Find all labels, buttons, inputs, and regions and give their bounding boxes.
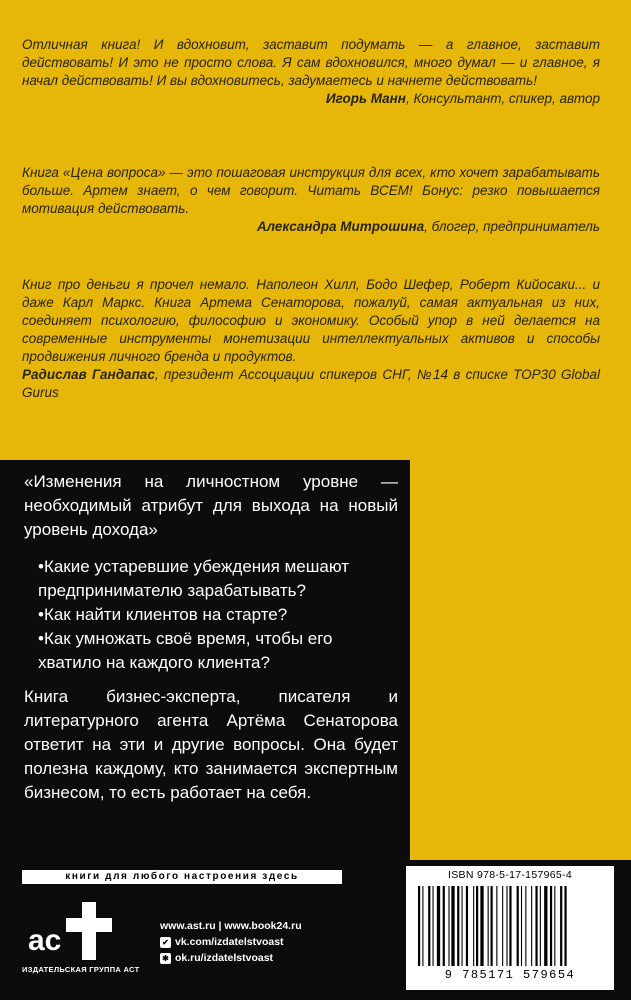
vk-link-text: vk.com/izdatelstvoast: [175, 936, 284, 948]
barcode: [416, 886, 606, 966]
review-3: [22, 276, 600, 402]
blurb-questions-list: [38, 555, 398, 675]
ok-link[interactable]: [160, 950, 302, 966]
vk-icon: ✔: [160, 937, 171, 948]
review-attribution: [22, 90, 600, 108]
publisher-slogan: книги для любого настроения здесь: [22, 870, 342, 884]
review-attribution: [22, 218, 600, 236]
blurb-body: Книга бизнес-эксперта, писателя и литературного агента Артёма Сенаторова ответит на эти и другие вопросы. Она будет полезна каждому, кто занимается экспертным бизнесом, то есть работает на себя.: [24, 687, 398, 802]
publisher-sites[interactable]: www.ast.ru | www.book24.ru: [160, 920, 302, 932]
review-author: Игорь Манн: [325, 91, 406, 106]
review-author-role: , президент Ассоциации спикеров СНГ, №14 в списке TOP30 Global Gurus: [22, 367, 600, 400]
vk-link[interactable]: [160, 934, 302, 950]
review-author: Александра Митрошина: [256, 219, 425, 234]
ok-link-text: ok.ru/izdatelstvoast: [175, 952, 274, 964]
review-text: Отличная книга! И вдохновит, заставит подумать — а главное, заставит действовать! И это не просто слова. Я сам вдохновился, много думал — и главное, я начал действовать! И вы вдохновитесь, задумаетесь и начнете действовать!: [22, 37, 600, 88]
list-item: •Какие устаревшие убеждения мешают предпринимателю зарабатывать?: [38, 557, 349, 600]
review-1: [22, 36, 600, 108]
isbn-block: [406, 866, 614, 990]
ok-icon: ✱: [160, 953, 171, 964]
review-attribution: [22, 366, 600, 402]
list-item: •Как умножать своё время, чтобы его хватило на каждого клиента?: [38, 629, 333, 672]
blurb-lead-quote: «Изменения на личностном уровне — необходимый атрибут для выхода на новый уровень дохода»: [24, 472, 398, 539]
logo-text: ac: [28, 924, 62, 957]
list-item: •Как найти клиентов на старте?: [38, 605, 288, 624]
review-text: Книга «Цена вопроса» — это пошаговая инструкция для всех, кто хочет зарабатывать больше. Артем знает, о чем говорит. Читать ВСЕМ! Бонус: резко повышается мотивация действовать.: [22, 165, 600, 216]
isbn-label: ISBN 978-5-17-157965-4: [448, 869, 572, 881]
barcode-digits: 9 785171 579654: [444, 968, 576, 982]
review-text: Книг про деньги я прочел немало. Наполеон Хилл, Бодо Шефер, Роберт Кийосаки... и даже Карл Маркс. Книга Артема Сенаторова, пожалуй, самая актуальная из них, соединяет психологию, философию и экономику. Особый упор в ней делается на современные инструменты монетизации интеллектуальных активов и способы продвижения личного бренда и продуктов.: [22, 277, 600, 364]
publisher-caption: ИЗДАТЕЛЬСКАЯ ГРУППА АСТ: [22, 965, 140, 974]
review-author-role: , блогер, предприниматель: [424, 219, 600, 234]
publisher-contacts: [160, 918, 302, 966]
review-author-role: , Консультант, спикер, автор: [405, 91, 600, 106]
review-2: [22, 164, 600, 236]
review-author: Радислав Гандапас: [22, 367, 155, 382]
logo-cross-icon: [66, 902, 112, 960]
